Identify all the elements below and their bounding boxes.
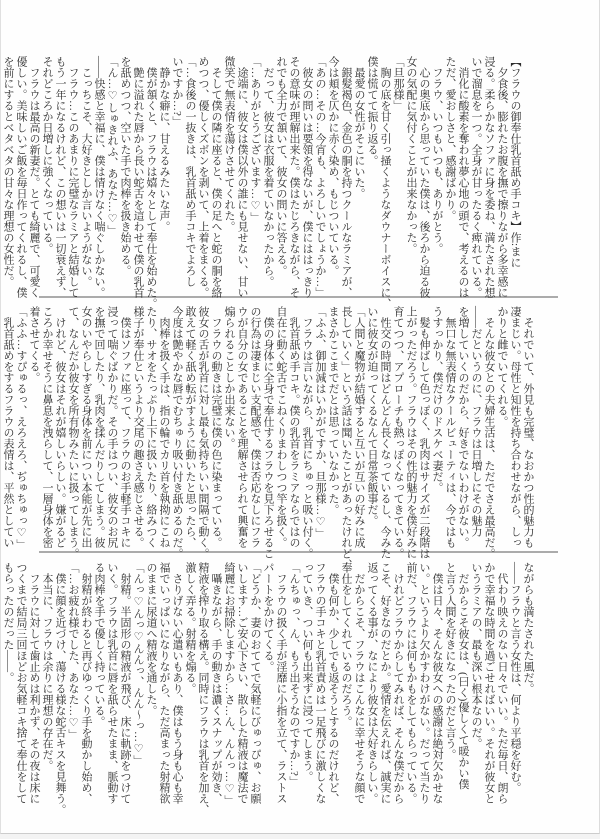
text-line: いに彼女が迫ってくるなんて日常茶飯事だ。	[366, 306, 378, 526]
text-line: いく。フラウは乳首に唇を舐らせたまま、脈動す	[106, 562, 118, 804]
text-line: 自在に動く蛇舌でこねくりまわしつつ竿を扱く。	[275, 306, 287, 548]
text-line: 激しく弄る。射精を煽る。	[184, 562, 196, 694]
text-line: こそ、好きなのだとか。愛情を伝えれば、誠実に	[379, 562, 391, 804]
text-line: もらったのだった――。	[2, 562, 14, 683]
text-line: 最愛の女性がそこにいた。	[353, 56, 365, 199]
text-line: めつつ、優しくズボンを剥いて、上着をまくる。	[197, 56, 209, 298]
text-line: 乳首舐め手コキ。僕の乳首をラミアならではの	[288, 306, 300, 548]
text-line: 福でいっぱいになりながら、ただ高まった射精欲	[158, 562, 170, 804]
text-line: の行為は凄まじい支配感で、僕は否応なしにフラ	[249, 306, 261, 548]
text-line: 女の気配に気付くことが出来なかった。	[405, 56, 417, 254]
text-line: 僕も何か、少しでも返そうとするのだけれど、	[327, 562, 339, 804]
text-line: けれどフラウからしてみれば、そんな僕だから	[392, 562, 404, 804]
text-line: 彼女の問いは要領を得ないが、僕にははっきり	[301, 56, 313, 298]
text-line: 夕食後、膨れたお腹を撫で擦りながら多幸感に	[496, 56, 508, 298]
text-line: 射精が終わると再びゆっくり手を動かし始め、	[80, 562, 92, 804]
text-line: かりと雌でいてくれる。	[496, 306, 508, 427]
text-line: ころか幸せそうに鼻息を洩らして、一層身体を密	[41, 306, 53, 548]
text-line: 「旦那様」	[392, 56, 404, 111]
text-line: 凄まじい。母性と知性を持ち合わせながら、しっ	[509, 306, 521, 548]
text-line: 僕はソファに座って、フラウのお手軽手コキに	[119, 306, 131, 548]
text-line: こっちこそ、大好きとしか言いようがない。	[80, 56, 92, 287]
text-line: 「あの…その…今宵も、よろしいでしょうか…」	[314, 56, 326, 298]
text-line: 僕の身体に全身で奉仕するフラウを見下ろせるこ	[262, 306, 274, 559]
novel-text-block-2	[1, 298, 599, 570]
text-line: さりげない心遣いもあり、僕はもう身も心も幸	[171, 562, 183, 804]
text-line: 性交の時間はどんどん長くなっているし、今みた	[379, 306, 391, 559]
text-line: 肉棒を扱く手は、指の輪でカリ首を執拗にこね	[158, 306, 170, 548]
text-line: 途端に、彼女は僕以外の誰にも見せない、甘い	[236, 56, 248, 298]
text-line: フラウ、いつもいつも、ありがとう。	[431, 56, 443, 254]
text-line: フラウは言いながら、乳首にちゅっと吸い付く。	[301, 306, 313, 559]
text-line: れでも全力で頷いて、彼女の問いに答える。	[275, 56, 287, 276]
text-line: 浸って喘ぐばかりだ。その手はつい、彼女のお尻	[106, 306, 118, 548]
text-line: 僕が頷くと、フラウは嬉々として奉仕を始めた。	[145, 56, 157, 309]
text-line: まさかここまでだとは思っていなかった。	[327, 306, 339, 515]
novel-text-block-3	[1, 553, 599, 833]
text-line: 僕は日々、そんな彼女への感謝は絶対欠かせな	[431, 562, 443, 804]
text-line: 「ん…♡しゅきれふ、あなた…♡」	[106, 56, 118, 236]
text-line: 返ってくる事が、なにより彼女は大好きらしい。	[366, 562, 378, 804]
text-line: を舐めつつ、空いた手で肉棒を扱き始める。	[119, 56, 131, 276]
text-line: 敢えて軽く舐め転がすように動いたと思ったら、	[184, 306, 196, 548]
text-line: 「どうか、妻のおててで気軽にびゅっぴゅ、お願	[249, 562, 261, 804]
novel-vertical-text-1	[1, 56, 521, 309]
text-line: だからこそ彼女は、(曰く)優しくて暖かい僕	[457, 562, 469, 790]
text-line: て、なんだか彼女を所有物みたいに扱ってしまう。	[67, 306, 79, 559]
text-line: 「人間と魔物が結婚すると互いが互いの好みに成	[353, 306, 365, 548]
text-line: ウが自分の女であることを理解させられて興奮を	[236, 306, 248, 548]
text-line: ――フラウと言う女性は、何より平穏を好む。	[509, 562, 521, 793]
text-line: そんな彼女との夫婦生活は、ただでさえ最高だ。	[483, 306, 495, 559]
text-line: 「んっ♡んっ♡んんっ、んん〜っ…♡」	[132, 562, 144, 766]
text-line: 「…ありがとうございます…♡」	[249, 56, 261, 223]
text-line: 煽られることしか出来ない。	[223, 306, 235, 449]
text-line: 髪も伸ばして色っぽく、乳肉はサイズが二段階は	[418, 306, 430, 559]
text-line: 銀髪褐色、金色の胴を持つクールなラミアが、	[340, 56, 352, 298]
text-line: 微笑で無表情を蕩けさせてくれた。	[223, 56, 235, 232]
text-line: 【フラウの御奉仕乳首舐め手コキ】作:まに	[509, 56, 521, 269]
text-line: 女のいやらしすぎる身体を前につい本能が先に出	[80, 306, 92, 548]
text-line: 「ふふ…すぴゅるっ、えろえろ、ぢゅちゅっ♡」	[15, 306, 27, 550]
text-line: 長していく」という話は聞いたことがあったけれど、	[340, 306, 352, 570]
novel-vertical-text-2	[1, 306, 534, 570]
text-line: フラウの手コキと乳首責めは一足飛びに激しくな	[314, 562, 326, 804]
text-line: たり、サオをたっぷり上下に扱いたり、絡みつく	[145, 306, 157, 548]
text-line: だからこそ、フラウはこんなに幸せそうな顔で	[353, 562, 365, 804]
text-line: 浸る。柔らかなソファに身を委ね、満たされた想	[483, 56, 495, 298]
text-line: 綺麗にお掃除しますから…さ…ん、んんっ…♡」	[223, 562, 235, 806]
text-line: 僕に顔を近づけ、蕩ける様な蛇舌キスを見舞う。	[54, 562, 66, 815]
text-line: 「…食後の一抜きは、乳首舐め手コキでよろし	[184, 56, 196, 287]
text-line: 今度は艶やかな唇でむちゅり吸い付き舐めるのだ。	[171, 306, 183, 559]
text-line: フラウ…このあまりに完璧なラミアと結婚して	[67, 56, 79, 298]
text-line: ただ、愛おしさと、感謝ばかり。	[444, 56, 456, 221]
text-line: 胸の底を甘く引っ掻くようなダウナーボイスに、	[379, 56, 391, 309]
text-line: 優しい。美味しいご飯を毎日作ってくれるし、僕	[15, 56, 27, 298]
text-line: 「んちゅっ、ん、もう出そうなのですか…?」	[288, 562, 300, 787]
text-line: 乳首舐めをするフラウの表情は、平然としてい	[2, 306, 14, 548]
text-line: それどころか日増しに強くなっている。	[41, 56, 53, 254]
text-line: 代わり映えのない日々でいい。ただ毎日、朗ら	[496, 562, 508, 804]
text-line: を撫で回したり、乳肉を揉んだりしてしまう。彼	[93, 306, 105, 548]
text-line: うすっかり、僕だけのドスケベ妻だ。	[431, 306, 443, 493]
text-line: ながらも満たされた風だ。	[522, 562, 534, 694]
text-line: つくまで結局三回ほどお気軽コキ捨て奉仕をして	[15, 562, 27, 804]
text-line: フラウに対して歯止めは利かず、その夜は床に	[28, 562, 40, 804]
text-line: 奉仕をしてくれているのだろう。	[340, 562, 352, 727]
text-line: い。というより欠かすわけがない。だって当たり	[418, 562, 430, 804]
text-line: 「…お疲れ様でした、あなた…♡」	[67, 562, 79, 740]
text-line: 前だ、フラウには何もかもをしてもらっている。	[405, 562, 417, 804]
text-line: もう一年になるけれど、この想いは一切衰えず、	[54, 56, 66, 298]
text-line: フラウは最高の新妻だ。とても綺麗で、可愛く	[28, 56, 40, 298]
text-line: 僕は慌てて振り返る。	[366, 56, 378, 166]
text-line: フラウの扱く手が淫靡に小指を立て、ラストス	[275, 562, 287, 804]
text-line: を増していくのだから、好きでないわけがない。	[457, 306, 469, 548]
text-line: 様子が奉仕というより交尾の趣さえ感じさせる。	[132, 306, 144, 548]
text-line: フラウの動きは完璧に僕の色に染まっている。	[210, 306, 222, 548]
text-line: 彼女の舌が乳首に対し最も気持ちいい間隔で動く。	[197, 306, 209, 559]
text-line: それでいて、外見も完璧、なおかつ性的魅力も	[522, 306, 534, 548]
text-line: 育てつつ、アプローチも熱っぽくなってきている。	[392, 306, 404, 559]
text-line: 今は頬を仄かに赤く染め、もじついている。	[327, 56, 339, 276]
text-line: 精液を搾り取る構え。同時にフラウは乳首を加え、	[197, 562, 209, 815]
text-line: を前にするとベタベタの甘々な理想の女性だ。	[2, 56, 14, 287]
text-line: その意味が理解出来た。僕はたじろきながら、そ	[288, 56, 300, 298]
text-line: 上がっただろう。フラウはその性的魅力を僕好みに	[405, 306, 417, 559]
text-line: ――快感と幸福に、僕は情けなく喘ぐしかない。	[93, 56, 105, 298]
text-line: ――だというのに、フラウは日増しにその魅力	[470, 306, 482, 537]
text-line: 静かな癖に、甘えるみたいな声。	[158, 56, 170, 232]
text-line: だって、彼女は衣服を着ていなかったから。	[262, 56, 274, 287]
text-line: 射精。半固形の精液が飛び、床に軌跡をつけて	[119, 562, 131, 804]
text-line: 無口な無表情なクールビューティは、今ではも	[444, 306, 456, 548]
text-line: 艶に溢れた唇から長い蛇舌を這わせて僕の乳首	[132, 56, 144, 298]
text-line: のままに尿道へ精液を通した。	[145, 562, 157, 716]
text-line: っていき、つい何も出来ずに浸ってしまう。	[301, 562, 313, 782]
text-line: いですか…?」	[171, 56, 183, 127]
text-line: パートをかけてくる。	[262, 562, 274, 672]
text-line: 「ふふ、御加減はいかがですか、旦那様…♡」	[314, 306, 326, 539]
text-line: いで溜息を一つ。全身が甘ったるく痺れている。	[470, 56, 482, 298]
novel-text-block-1	[1, 0, 599, 309]
text-line: けれど、彼女はそれが嬉しいらしい。嫌がるど	[54, 306, 66, 548]
text-line: 心の奥底から思っていた僕は、後ろから迫る彼	[418, 56, 430, 298]
text-line: 消化に酸素を奪われ夢心地の頭で、考えるのは	[457, 56, 469, 298]
text-line: かで幸福な時間を過ごせればいい。それが彼女と	[483, 562, 495, 804]
text-line: 本当に、フラウは余りに理想の存在だ。	[41, 562, 53, 771]
text-line: る肉棒を手で優しく持っている。	[93, 562, 105, 727]
novel-vertical-text-3	[1, 562, 534, 833]
text-line: と言う人間を好きになったのだと言う。	[444, 562, 456, 760]
text-line: 囁きながら、手の動きは濃くスナップが効き、	[210, 562, 222, 804]
text-line: いします…ご安心下さい、散らした精液は魔法で	[236, 562, 248, 804]
text-line: 着させてくる。	[28, 306, 40, 383]
text-line: そして僕の隣に座ると、僕の足へと蛇の胴を絡	[210, 56, 222, 298]
text-line: いうラミアの、最も深い根本なのだ。	[470, 562, 482, 749]
